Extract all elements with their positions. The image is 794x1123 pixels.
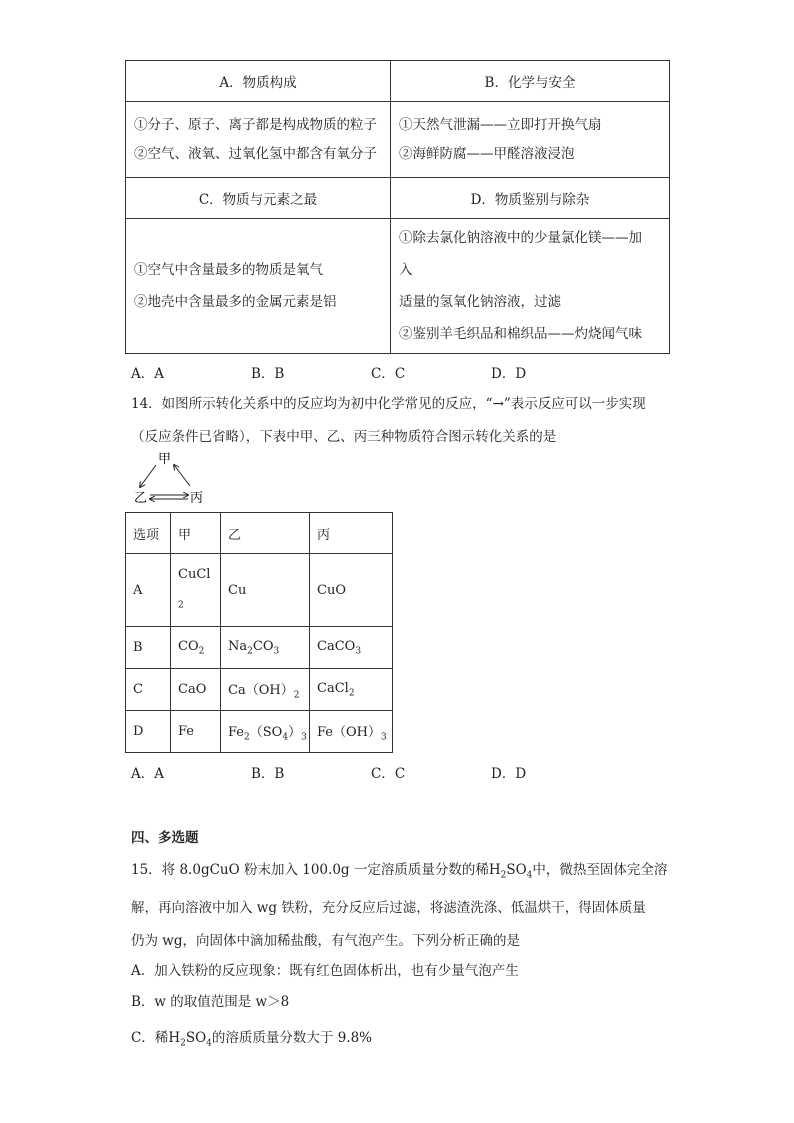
q14-table: [125, 512, 393, 753]
q15-line-2: 解，再向溶液中加入 wg 铁粉，充分反应后过滤，将滤渣洗涤、低温烘干，得固体质量: [131, 900, 646, 916]
diagram-node-bing: 丙: [190, 491, 204, 506]
q15-option-b[interactable]: B．w 的取值范围是 w＞8: [131, 994, 290, 1010]
q13-c-item-2: ②地壳中含量最多的金属元素是铝: [134, 294, 337, 310]
row-a-jia-sub: 2: [178, 600, 184, 611]
q13-a-item-1: ①分子、原子、离子都是构成物质的粒子: [134, 116, 377, 133]
q14-header-bing: 丙: [310, 513, 393, 554]
q15-l1-c: 中，微热至固体完全溶: [532, 862, 668, 878]
q14-header-jia: 甲: [171, 513, 221, 554]
q13-cell-c: [126, 219, 391, 354]
row-b-jia-sub: 2: [198, 646, 205, 657]
row-b-option: B: [126, 627, 171, 669]
row-c-yi: [221, 669, 310, 711]
diagram-node-yi: 乙: [134, 491, 148, 506]
row-d-bing-text: Fe（OH）: [317, 724, 381, 740]
q15-option-c[interactable]: [131, 1026, 372, 1049]
table-row: [126, 669, 393, 711]
row-d-bing-sub: 3: [381, 732, 387, 743]
q15-l1-sub2: 4: [526, 870, 533, 881]
q13-b-item-2: ②海鲜防腐——甲醛溶液浸泡: [399, 145, 575, 162]
row-d-jia: Fe: [171, 711, 221, 753]
q13-d-item-3: 适量的氢氧化钠溶液，过滤: [399, 294, 561, 310]
row-b-jia: [171, 627, 221, 669]
q15-line-3: 仍为 wg，向固体中滴加稀盐酸，有气泡产生。下列分析正确的是: [131, 933, 520, 949]
q13-d-item-4: ②鉴别羊毛织品和棉织品——灼烧闻气味: [399, 326, 642, 342]
q15-optc-sub1: 2: [180, 1038, 186, 1049]
q13-header-d: D．物质鉴别与除杂: [391, 178, 670, 219]
q13-cell-d: [391, 219, 670, 354]
q14-stem-line-1: 14．如图所示转化关系中的反应均为初中化学常见的反应，“→”表示反应可以一步实现: [131, 396, 646, 412]
arrow-bing-to-jia: [174, 465, 190, 486]
q13-b-item-1: ①天然气泄漏——立即打开换气扇: [399, 116, 602, 133]
row-a-jia-text: CuCl: [178, 566, 211, 582]
row-d-yi-a: Fe: [228, 724, 245, 740]
table-row: [126, 554, 393, 627]
row-b-bing: [310, 627, 393, 669]
q15-optc-c: 的溶质质量分数大于 9.8%: [211, 1030, 372, 1046]
q13-header-b: B．化学与安全: [391, 61, 670, 102]
row-a-bing: CuO: [310, 554, 393, 627]
q13-cell-a: [126, 102, 391, 178]
row-a-jia: [171, 554, 221, 627]
row-c-bing-text: CaCl: [317, 680, 349, 696]
q14-option-b[interactable]: B．B: [251, 766, 285, 782]
arrow-jia-to-yi: [140, 465, 156, 487]
q14-options: [131, 762, 611, 782]
q14-conversion-diagram: [118, 450, 218, 510]
q14-header-option: 选项: [126, 513, 171, 554]
row-d-yi-sub2: 4: [282, 732, 289, 743]
row-d-yi-b: （SO: [249, 724, 283, 740]
q13-option-c[interactable]: C．C: [371, 366, 406, 382]
q13-d-item-2: 入: [399, 262, 413, 278]
diagram-node-jia: 甲: [158, 452, 172, 467]
q14-option-d[interactable]: D．D: [491, 766, 527, 782]
q15-optc-sub2: 4: [206, 1038, 212, 1049]
row-c-yi-sub: 2: [293, 690, 300, 701]
row-d-yi-sub1: 2: [244, 732, 250, 743]
row-b-yi-sub2: 3: [273, 646, 280, 657]
q15-l1-sub1: 2: [500, 870, 507, 881]
q15-line-1: [131, 858, 667, 881]
row-d-yi-c: ）: [288, 724, 302, 740]
q14-stem: [131, 388, 671, 454]
q13-table: [125, 60, 670, 354]
section-title: 四、多选题: [131, 830, 199, 846]
row-c-option: C: [126, 669, 171, 711]
row-c-jia: CaO: [171, 669, 221, 711]
row-b-bing-sub: 3: [355, 646, 362, 657]
row-b-jia-text: CO: [178, 638, 199, 654]
row-c-bing: [310, 669, 393, 711]
q15-option-a[interactable]: A．加入铁粉的反应现象：既有红色固体析出，也有少量气泡产生: [131, 963, 519, 979]
q14-stem-line-2: （反应条件已省略），下表中甲、乙、丙三种物质符合图示转化关系的是: [131, 429, 557, 445]
q15-optc-a: C．稀H: [131, 1030, 181, 1046]
row-b-yi-a: Na: [228, 638, 248, 654]
q15-optc-b: SO: [185, 1030, 207, 1046]
q13-options: [131, 362, 611, 382]
q13-option-d[interactable]: D．D: [491, 366, 527, 382]
row-d-yi: [221, 711, 310, 753]
row-b-bing-text: CaCO: [317, 638, 356, 654]
table-row: [126, 711, 393, 753]
row-d-yi-sub3: 3: [301, 732, 307, 743]
q13-header-a: A．物质构成: [126, 61, 391, 102]
q14-option-a[interactable]: A．A: [131, 766, 164, 782]
row-b-yi-sub1: 2: [247, 646, 253, 657]
row-b-yi-b: CO: [252, 638, 274, 654]
q14-header-yi: 乙: [221, 513, 310, 554]
q15-l1-b: SO: [506, 862, 527, 878]
row-b-yi: [221, 627, 310, 669]
row-a-option: A: [126, 554, 171, 627]
q13-d-item-1: ①除去氯化钠溶液中的少量氯化镁——加: [399, 230, 642, 246]
row-d-bing: [310, 711, 393, 753]
q13-cell-b: [391, 102, 670, 178]
q13-header-c: C．物质与元素之最: [126, 178, 391, 219]
q13-a-item-2: ②空气、液氧、过氧化氢中都含有氧分子: [134, 145, 377, 162]
row-c-bing-sub: 2: [348, 688, 355, 699]
row-d-option: D: [126, 711, 171, 753]
table-row: [126, 627, 393, 669]
q14-option-c[interactable]: C．C: [371, 766, 406, 782]
q13-option-a[interactable]: A．A: [131, 366, 164, 382]
q13-option-b[interactable]: B．B: [251, 366, 285, 382]
row-a-yi: Cu: [221, 554, 310, 627]
q15-l1-a: 15．将 8.0gCuO 粉末加入 100.0g 一定溶质质量分数的稀H: [131, 862, 501, 878]
q13-c-item-1: ①空气中含量最多的物质是氧气: [134, 262, 323, 278]
row-c-yi-text: Ca（OH）: [228, 682, 294, 698]
